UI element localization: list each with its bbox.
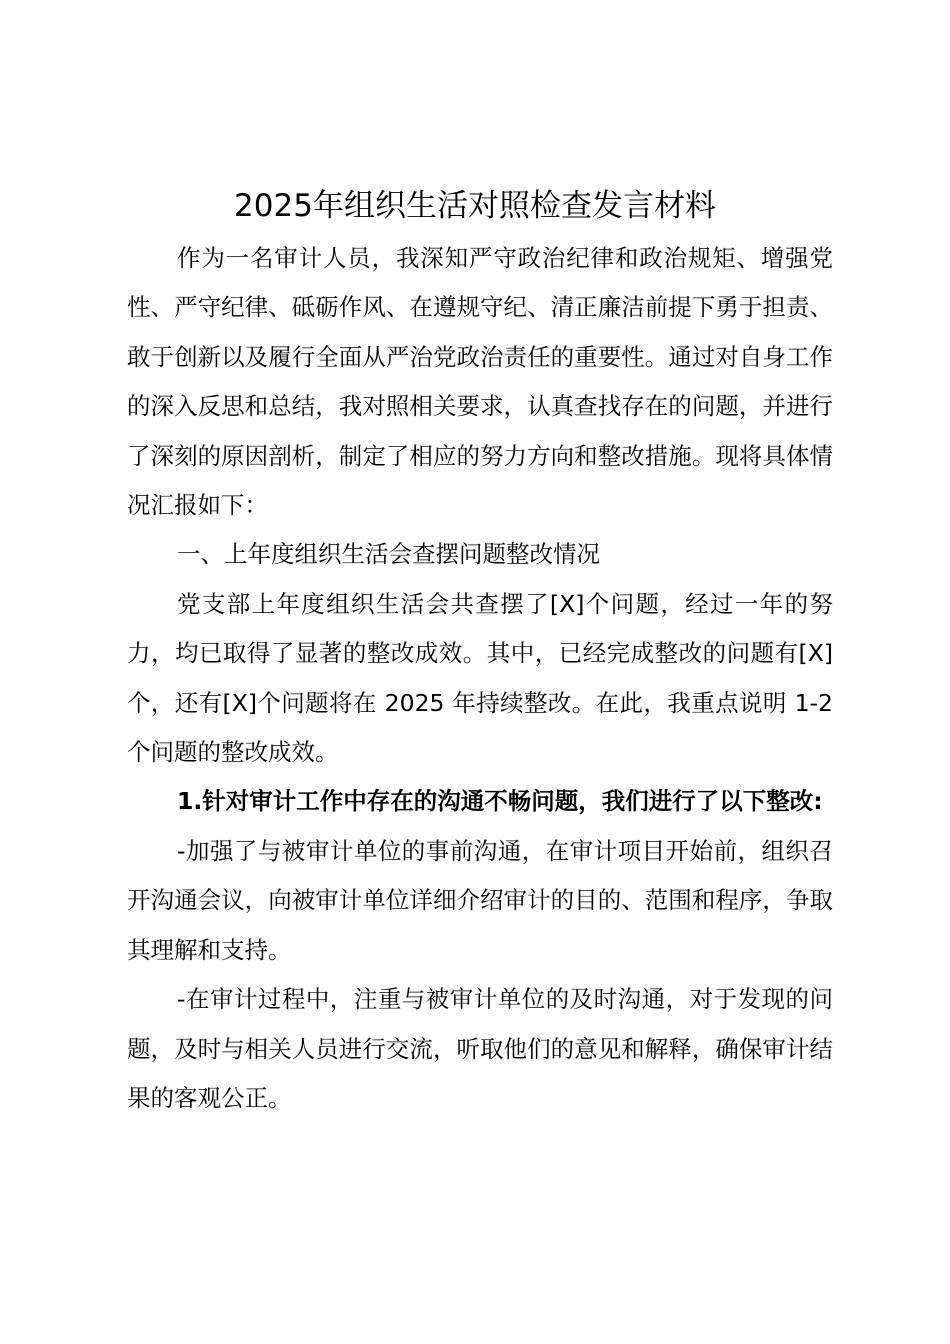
document-title: 2025年组织生活对照检查发言材料 xyxy=(234,188,716,224)
item-heading: 1.针对审计工作中存在的沟通不畅问题，我们进行了以下整改: xyxy=(177,787,823,816)
measure-paragraph: -在审计过程中，注重与被审计单位的及时沟通，对于发现的问题，及时与相关人员进行交流，听取他们的意见和解释，确保审计结果的客观公正。 xyxy=(127,985,833,1112)
rectification-summary-paragraph: 党支部上年度组织生活会共查摆了[X]个问题，经过一年的努力，均已取得了显著的整改成效。其中，已经完成整改的问题有[X]个，还有[X]个问题将在 2025 年持续整改。在此，我重点说明 1-2 个问题的整改成效。 xyxy=(127,589,833,767)
measure-paragraph: -加强了与被审计单位的事前沟通，在审计项目开始前，组织召开沟通会议，向被审计单位详细介绍审计的目的、范围和程序，争取其理解和支持。 xyxy=(127,836,833,964)
document-body xyxy=(127,234,833,1123)
intro-paragraph: 作为一名审计人员，我深知严守政治纪律和政治规矩、增强党性、严守纪律、砥砺作风、在遵规守纪、清正廉洁前提下勇于担责、敢于创新以及履行全面从严治党政治责任的重要性。通过对自身工作的深入反思和总结，我对照相关要求，认真查找存在的问题，并进行了深刻的原因剖析，制定了相应的努力方向和整改措施。现将具体情况汇报如下： xyxy=(127,244,833,520)
section-heading: 一、上年度组织生活会查摆问题整改情况 xyxy=(177,540,600,569)
